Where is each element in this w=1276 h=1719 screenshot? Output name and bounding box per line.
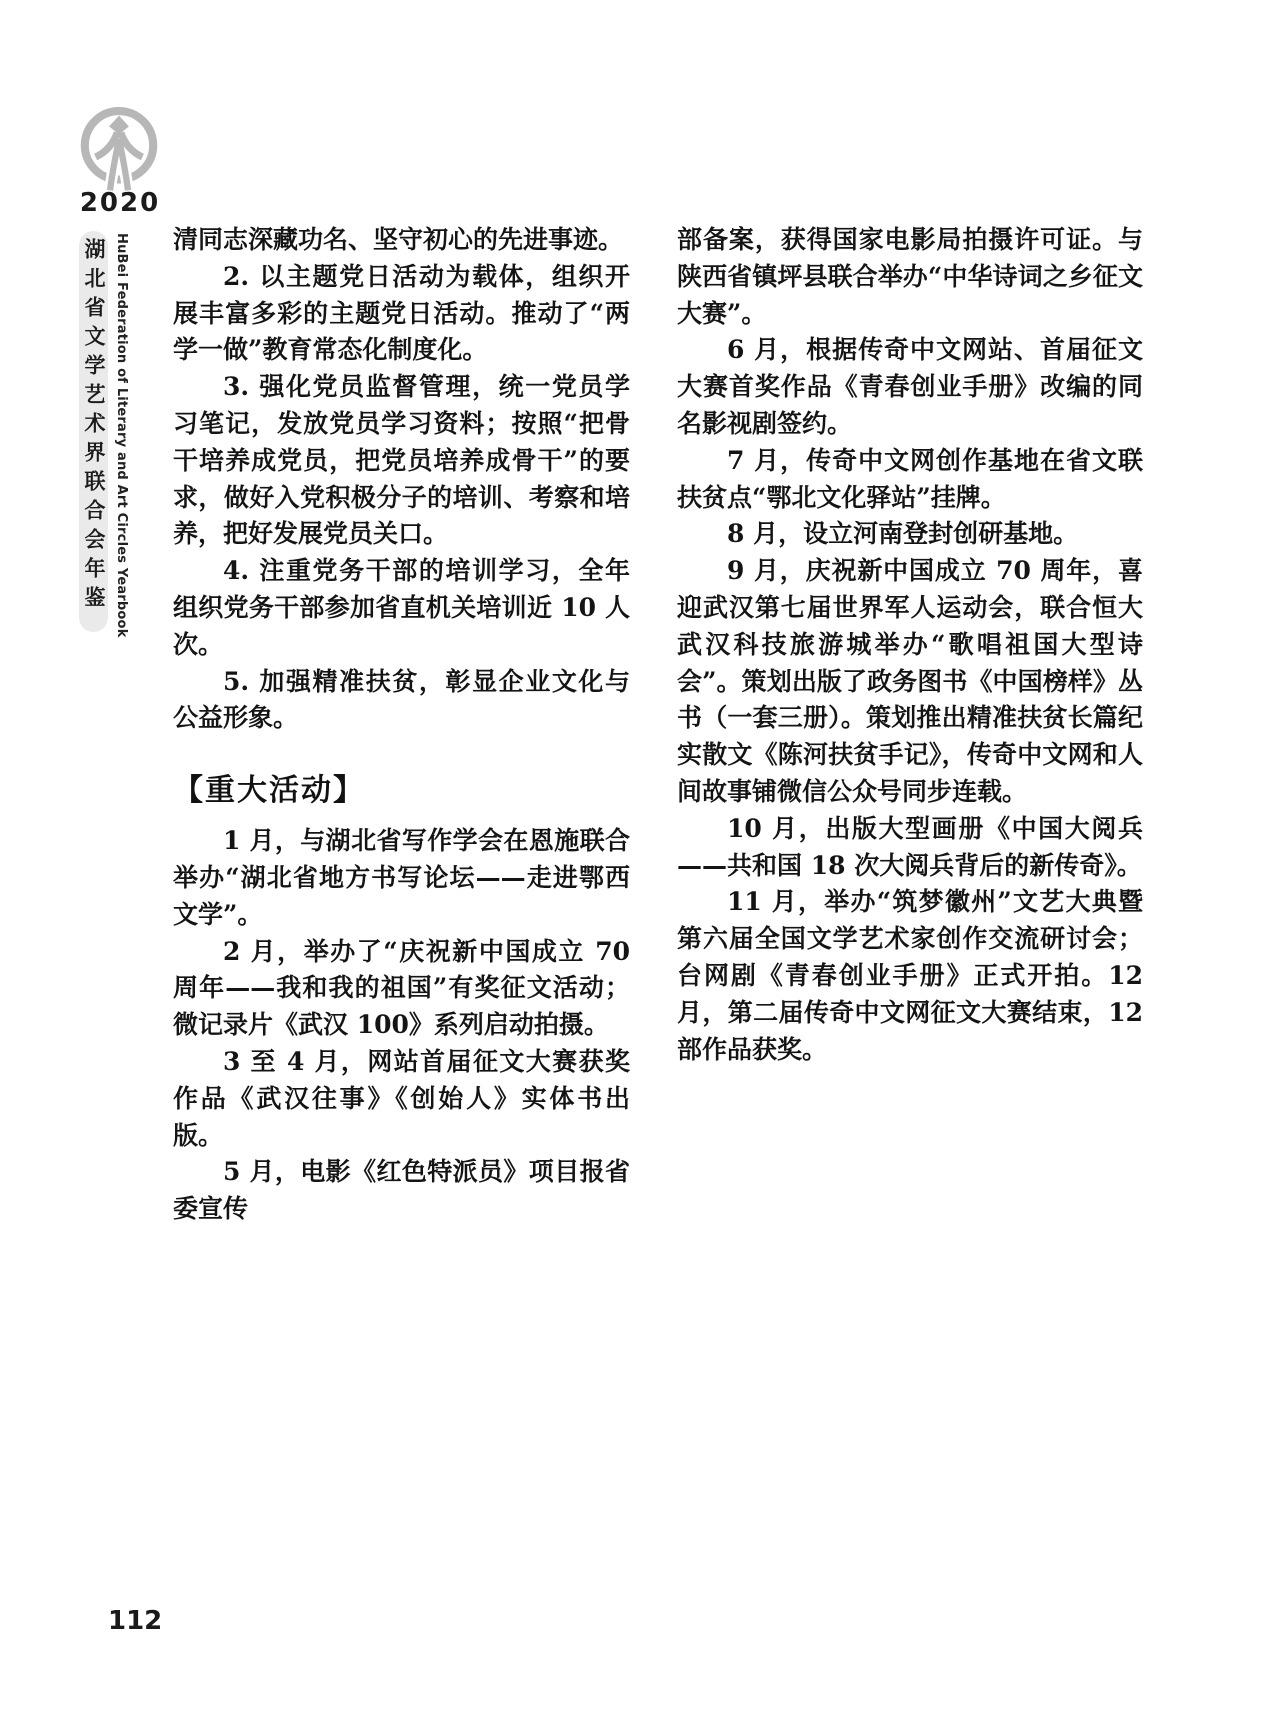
body-paragraph: 7 月，传奇中文网创作基地在省文联扶贫点“鄂北文化驿站”挂牌。 (677, 445, 1143, 512)
body-paragraph: 6 月，根据传奇中文网站、首届征文大赛首奖作品《青春创业手册》改编的同名影视剧签约。 (677, 335, 1143, 438)
body-paragraph: 5 月，电影《红色特派员》项目报省委宣传 (173, 1157, 630, 1224)
body-paragraph: 5. 加强精准扶贫，彰显企业文化与公益形象。 (173, 666, 630, 733)
sidebar-title-chinese: 湖北省文学艺术界联合会年鉴 (79, 231, 108, 632)
page-number: 112 (108, 1606, 163, 1636)
cflac-emblem-icon (74, 103, 164, 193)
body-paragraph: 8 月，设立河南登封创研基地。 (727, 519, 1079, 549)
section-heading: 【重大活动】 (173, 773, 365, 809)
sidebar-title-english: HuBei Federation of Literary and Art Circles Yearbook (114, 233, 129, 638)
left-text-column (173, 222, 630, 1228)
body-paragraph: 3 至 4 月，网站首届征文大赛获奖作品《武汉往事》《创始人》实体书出版。 (173, 1046, 630, 1150)
logo-year: 2020 (79, 188, 161, 218)
body-paragraph: 2 月，举办了“庆祝新中国成立 70 周年——我和我的祖国”有奖征文活动；微记录片《武汉 100》系列启动拍摄。 (173, 936, 630, 1040)
body-paragraph: 4. 注重党务干部的培训学习，全年组织党务干部参加省直机关培训近 10 人次。 (173, 556, 630, 659)
right-text-column (677, 222, 1143, 1068)
body-paragraph: 2. 以主题党日活动为载体，组织开展丰富多彩的主题党日活动。推动了“两学一做”教育常态化制度化。 (173, 261, 630, 365)
body-paragraph: 清同志深藏功名、坚守初心的先进事迹。 (173, 225, 624, 254)
body-paragraph: 1 月，与湖北省写作学会在恩施联合举办“湖北省地方书写论坛——走进鄂西文学”。 (173, 826, 630, 929)
body-paragraph: 10 月，出版大型画册《中国大阅兵——共和国 18 次大阅兵背后的新传奇》。 (677, 813, 1143, 880)
body-paragraph: 11 月，举办“筑梦徽州”文艺大典暨第六届全国文学艺术家创作交流研讨会；台网剧《青春创业手册》正式开拍。12 月，第二届传奇中文网征文大赛结束，12 部作品获奖。 (677, 887, 1143, 1064)
body-paragraph: 3. 强化党员监督管理，统一党员学习笔记，发放党员学习资料；按照“把骨干培养成党员，把党员培养成骨干”的要求，做好入党积极分子的培训、考察和培养，把好发展党员关口。 (173, 372, 630, 549)
body-paragraph: 9 月，庆祝新中国成立 70 周年，喜迎武汉第七届世界军人运动会，联合恒大武汉科技旅游城举办“歌唱祖国大型诗会”。策划出版了政务图书《中国榜样》丛书（一套三册）。策划推出精准扶贫长篇纪实散文《陈河扶贫手记》，传奇中文网和人间故事铺微信公众号同步连载。 (677, 556, 1143, 806)
body-paragraph: 部备案，获得国家电影局拍摄许可证。与陕西省镇坪县联合举办“中华诗词之乡征文大赛”。 (677, 225, 1143, 328)
